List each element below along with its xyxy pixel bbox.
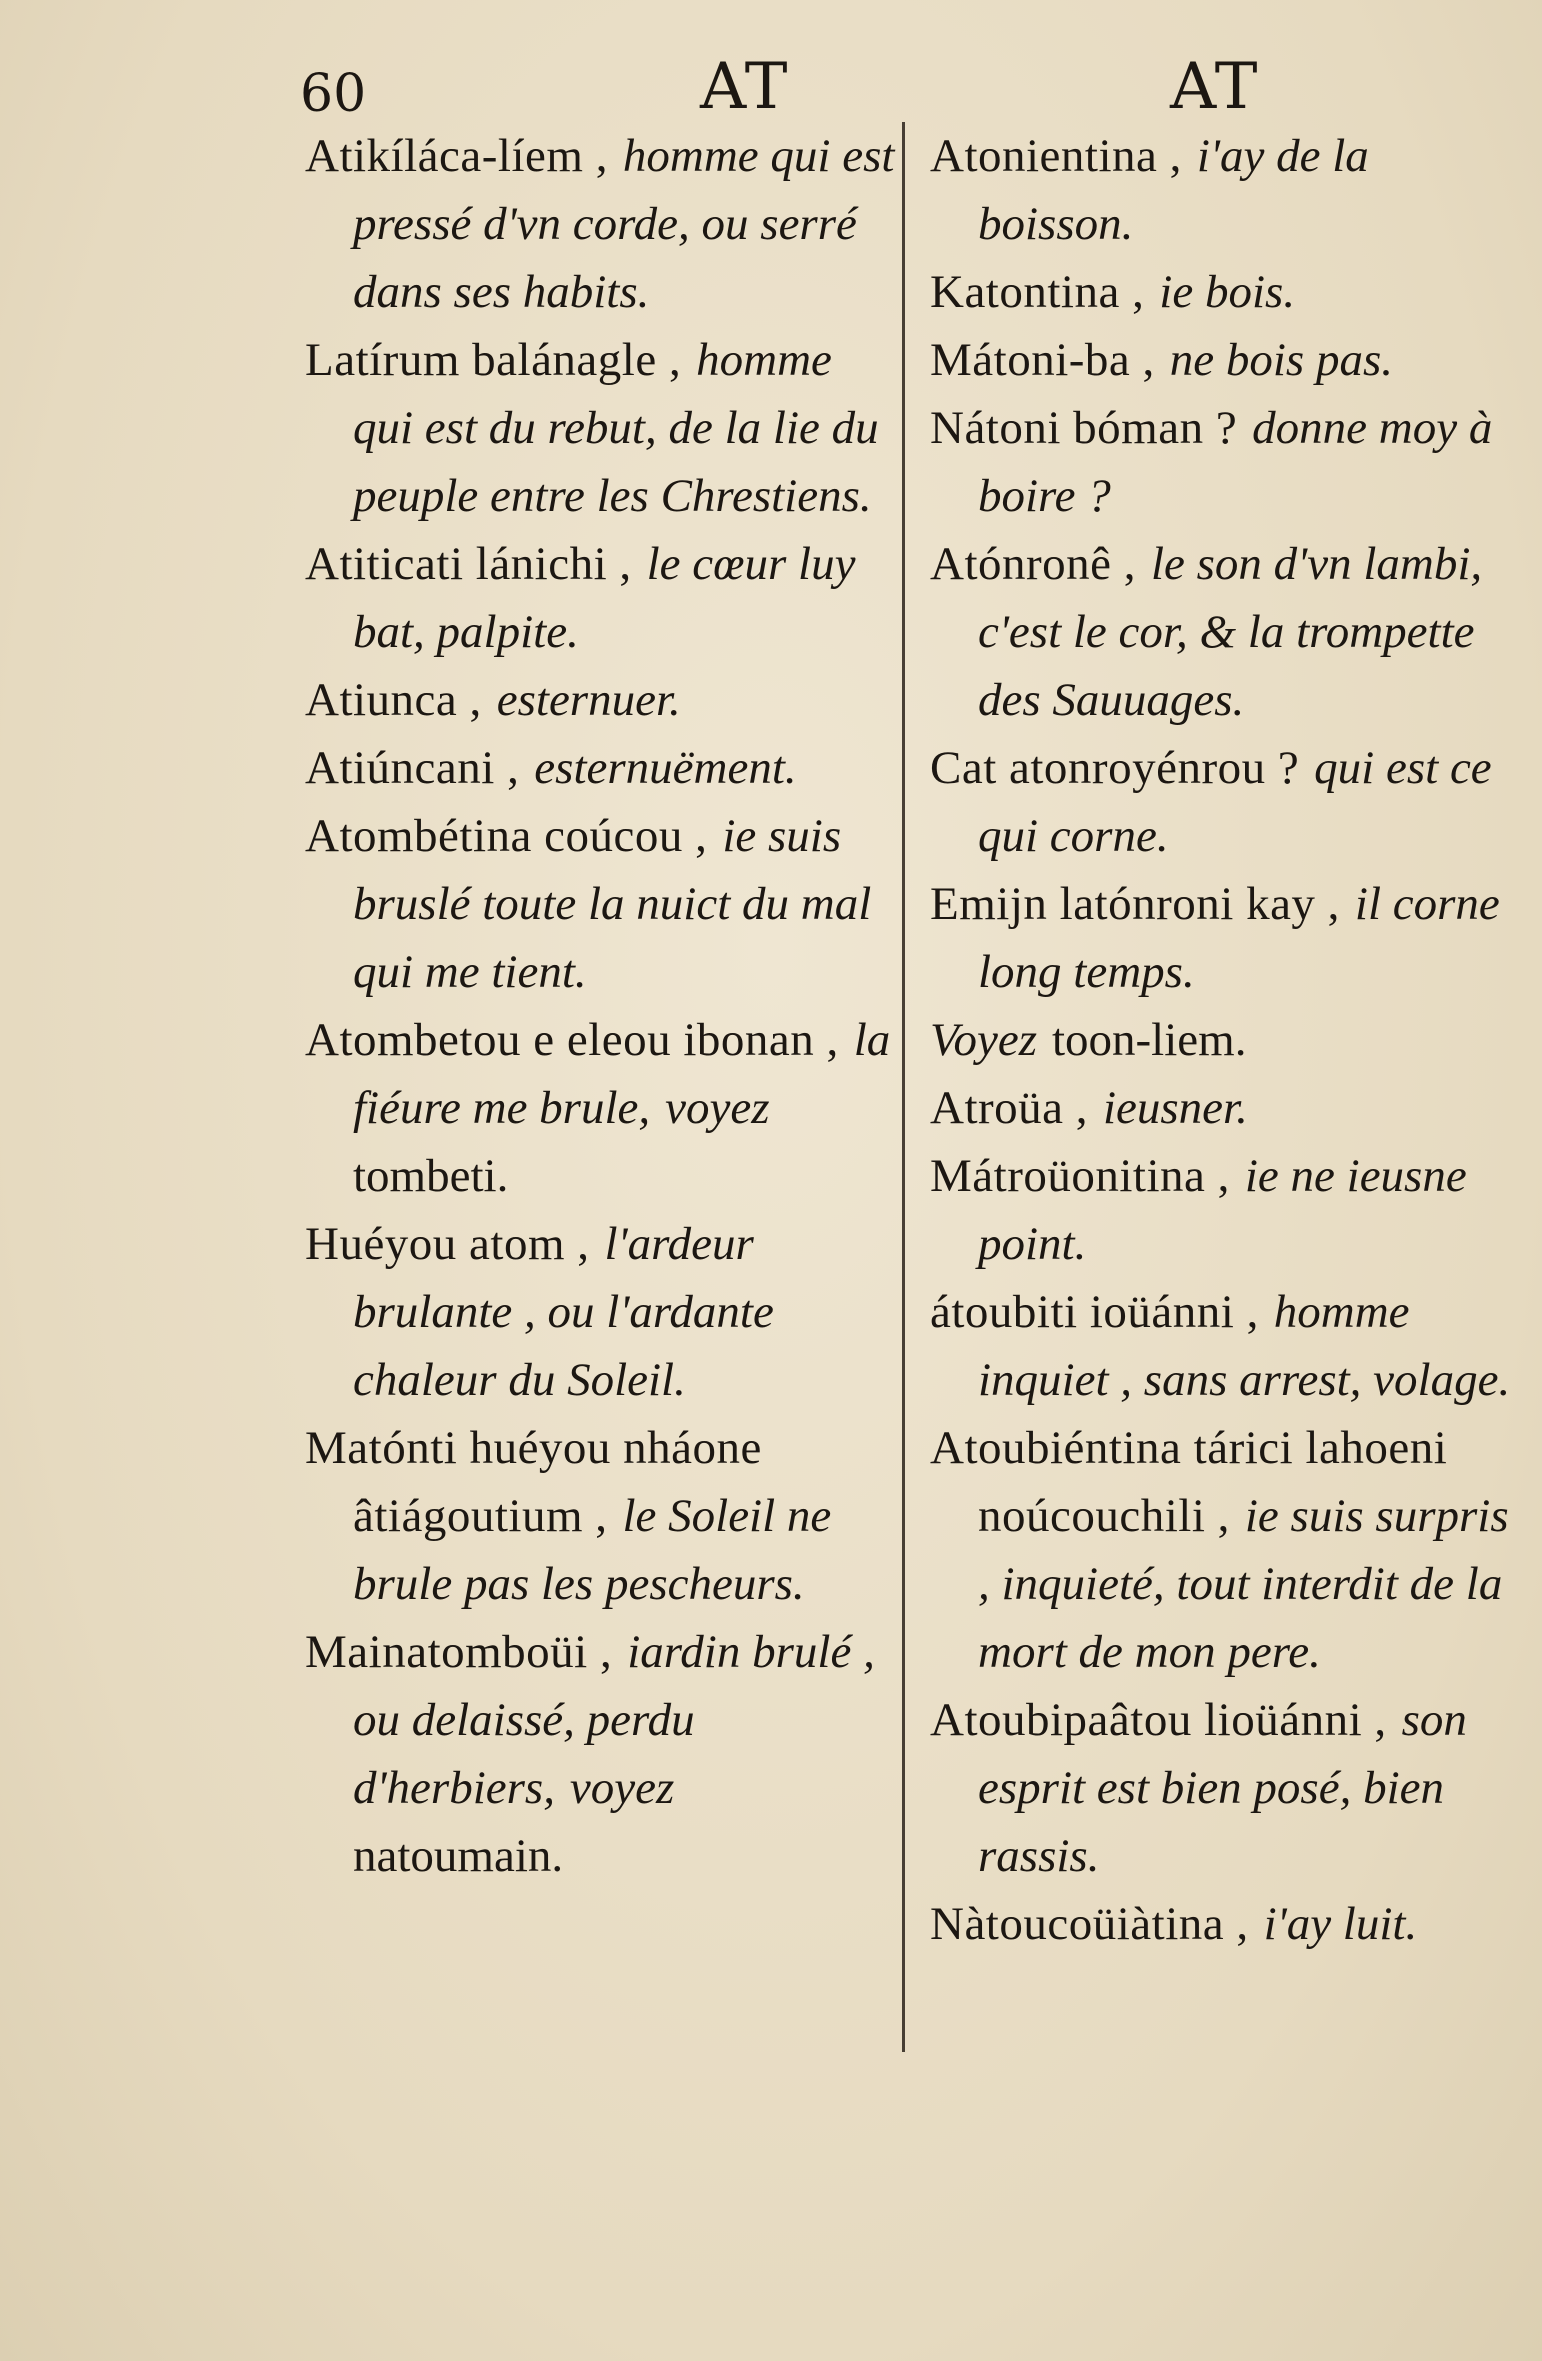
dictionary-entry xyxy=(305,1210,895,1414)
dictionary-entry xyxy=(930,734,1515,870)
headword: Atiúncani , xyxy=(305,742,520,794)
dictionary-entry xyxy=(305,734,895,802)
headword: Matónti huéyou nháone âtiágoutium , xyxy=(305,1422,762,1542)
dictionary-entry xyxy=(930,258,1515,326)
right-column xyxy=(930,122,1515,1958)
dictionary-entry xyxy=(930,530,1515,734)
definition: le Soleil ne brule pas les pescheurs. xyxy=(353,1490,832,1610)
page-number: 60 xyxy=(300,64,367,124)
dictionary-entry xyxy=(930,1414,1515,1686)
definition: qui est ce qui corne. xyxy=(978,742,1492,862)
dictionary-entry xyxy=(930,1074,1515,1142)
cross-ref-word: tombeti. xyxy=(353,1150,509,1202)
headword: Latírum balánagle , xyxy=(305,334,682,386)
definition: ie ne ieusne point. xyxy=(978,1150,1467,1270)
headword: Katontina , xyxy=(930,266,1145,318)
headword: Atiunca , xyxy=(305,674,482,726)
headword: Atónronê , xyxy=(930,538,1137,590)
definition: le cœur luy bat, palpite. xyxy=(353,538,856,658)
dictionary-entry xyxy=(930,326,1515,394)
dictionary-entry xyxy=(930,394,1515,530)
dictionary-entry xyxy=(305,1006,895,1210)
headword: Nátoni bóman ? xyxy=(930,402,1238,454)
headword: Mátoni-ba , xyxy=(930,334,1155,386)
definition: esternuëment. xyxy=(534,742,797,794)
definition: esternuer. xyxy=(496,674,681,726)
definition: homme qui est du rebut, de la lie du peuple entre les Chrestiens. xyxy=(353,334,879,522)
definition: homme qui est pressé d'vn corde, ou serré dans ses habits. xyxy=(353,130,895,318)
headword: Cat atonroyénrou ? xyxy=(930,742,1300,794)
dictionary-entry xyxy=(930,122,1515,258)
right-column-head: AT xyxy=(1170,50,1260,124)
dictionary-entry xyxy=(930,1686,1515,1890)
dictionary-entry xyxy=(305,666,895,734)
headword: Mátroüonitina , xyxy=(930,1150,1230,1202)
definition: homme inquiet , sans arrest, volage. xyxy=(978,1286,1511,1406)
definition: ie suis surpris , inquieté, tout interdit de la mort de mon pere. xyxy=(978,1490,1509,1678)
dictionary-entry xyxy=(305,530,895,666)
cross-ref-word: natoumain. xyxy=(353,1830,564,1882)
definition: le son d'vn lambi, c'est le cor, & la trompette des Sauuages. xyxy=(978,538,1483,726)
headword: Atiticati lánichi , xyxy=(305,538,632,590)
headword: Huéyou atom , xyxy=(305,1218,590,1270)
cross-ref-word: toon-liem. xyxy=(1051,1014,1247,1066)
headword: Atoubipaâtou lioüánni , xyxy=(930,1694,1387,1746)
definition: i'ay luit. xyxy=(1263,1898,1418,1950)
dictionary-entry xyxy=(305,802,895,1006)
headword: Atombetou e eleou ibonan , xyxy=(305,1014,839,1066)
left-column-head: AT xyxy=(700,50,790,124)
headword: Atonientina , xyxy=(930,130,1182,182)
headword: átoubiti ioüánni , xyxy=(930,1286,1259,1338)
headword: Mainatomboüi , xyxy=(305,1626,613,1678)
cross-ref-label: voyez xyxy=(665,1082,770,1134)
dictionary-entry xyxy=(305,1618,895,1890)
cross-ref-label: Voyez xyxy=(930,1014,1038,1066)
column-rule xyxy=(902,122,905,2052)
dictionary-entry xyxy=(930,1142,1515,1278)
definition: il corne long temps. xyxy=(978,878,1500,998)
dictionary-entry xyxy=(930,870,1515,1006)
headword: Atombétina coúcou , xyxy=(305,810,708,862)
definition: donne moy à boire ? xyxy=(978,402,1493,522)
definition: ieusner. xyxy=(1102,1082,1248,1134)
left-column xyxy=(305,122,895,1890)
cross-ref-label: voyez xyxy=(569,1762,675,1814)
definition: son esprit est bien posé, bien rassis. xyxy=(978,1694,1467,1882)
definition: ne bois pas. xyxy=(1169,334,1393,386)
headword: Atoubiéntina tárici lahoeni noúcouchili , xyxy=(930,1422,1448,1542)
dictionary-entry xyxy=(305,122,895,326)
dictionary-entry xyxy=(930,1006,1515,1074)
definition: la fiéure me brule, xyxy=(353,1014,891,1134)
definition: ie suis bruslé toute la nuict du mal qui me tient. xyxy=(353,810,872,998)
dictionary-entry xyxy=(930,1890,1515,1958)
headword: Emijn latónroni kay , xyxy=(930,878,1340,930)
definition: ie bois. xyxy=(1159,266,1296,318)
dictionary-entry xyxy=(305,1414,895,1618)
headword: Atroüa , xyxy=(930,1082,1089,1134)
dictionary-entry xyxy=(930,1278,1515,1414)
definition: l'ardeur brulante , ou l'ardante chaleur du Soleil. xyxy=(353,1218,774,1406)
definition: i'ay de la boisson. xyxy=(978,130,1369,250)
headword: Nàtoucoüiàtina , xyxy=(930,1898,1249,1950)
headword: Atikíláca-líem , xyxy=(305,130,608,182)
definition: iardin brulé , ou delaissé, perdu d'herbiers, xyxy=(353,1626,875,1814)
dictionary-entry xyxy=(305,326,895,530)
